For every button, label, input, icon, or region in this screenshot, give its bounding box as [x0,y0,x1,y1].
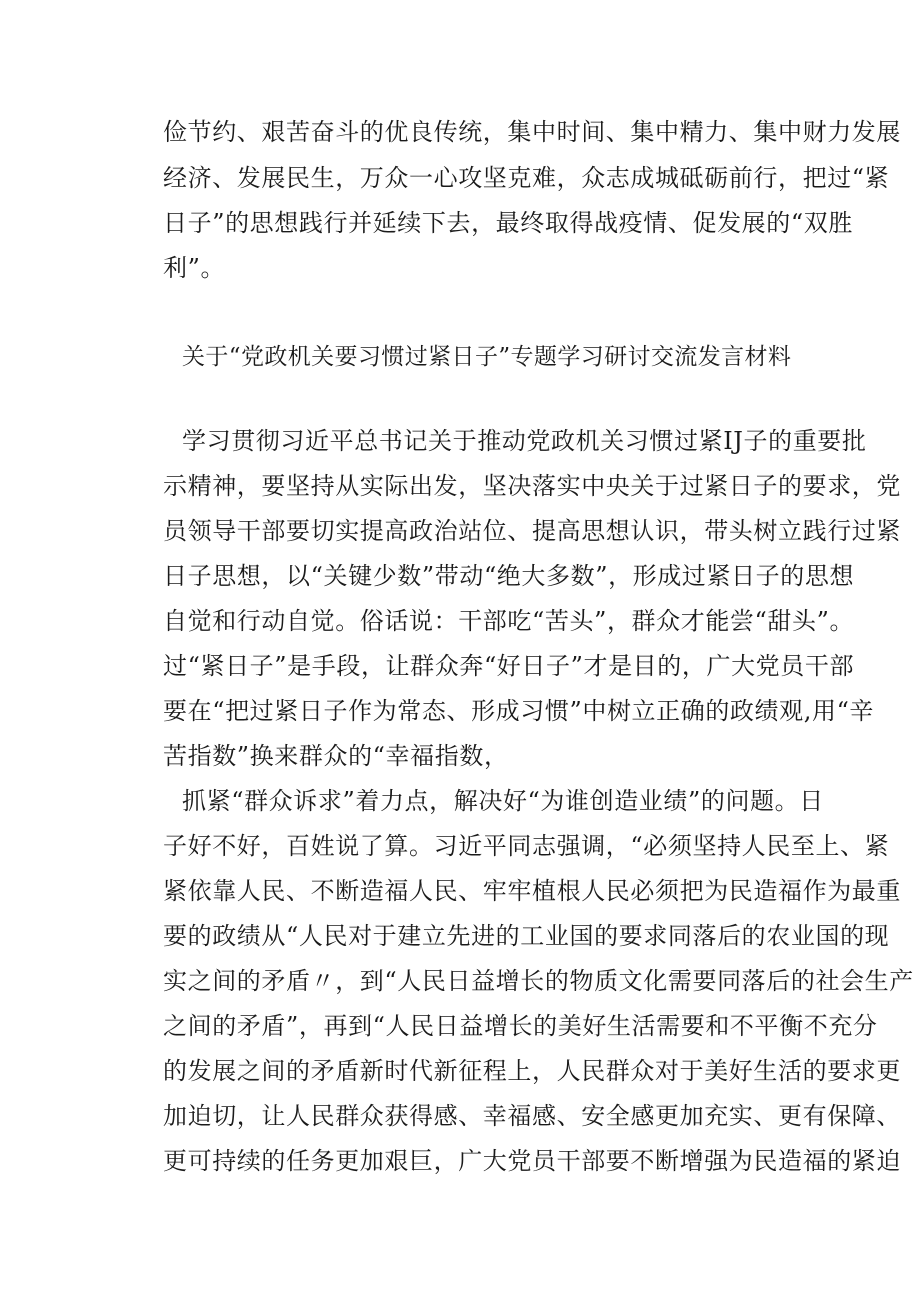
text-line: 子好不好，百姓说了算。习近平同志强调，“必须坚持人民至上、紧 [163,832,890,860]
text-line: 经济、发展民生，万众一心攻坚克难，众志成城砥砺前行，把过“紧 [163,164,890,192]
text-line: 紧依靠人民、不断造福人民、牢牢植根人民必须把为民造福作为最重 [163,877,901,905]
text-line: 之间的矛盾”，再到“人民日益增长的美好生活需要和不平衡不充分 [163,1012,878,1040]
text-line: 自觉和行动自觉。俗话说：干部吃“苦头”，群众才能尝“甜头”。 [163,607,855,635]
text-line: 的发展之间的矛盾新时代新征程上，人民群众对于美好生活的要求更 [163,1057,901,1085]
text-line: 苦指数”换来群众的“幸福指数， [163,742,509,770]
text-line: 加迫切，让人民群众获得感、幸福感、安全感更加充实、更有保障、 [163,1102,901,1130]
text-line: 要的政绩从“人民对于建立先进的工业国的要求同落后的农业国的现 [163,922,890,950]
text-line: 日子思想，以“关键少数”带动“绝大多数”，形成过紧日子的思想 [163,562,855,590]
text-line: 要在“把过紧日子作为常态、形成习惯”中树立正确的政绩观,用“辛 [163,697,875,725]
text-line: 俭节约、艰苦奋斗的优良传统，集中时间、集中精力、集中财力发展 [163,118,901,146]
text-line: 抓紧“群众诉求”着力点，解决好“为谁创造业绩”的问题。日 [182,787,824,815]
text-line: 员领导干部要切实提高政治站位、提高思想认识，带头树立践行过紧 [163,517,901,545]
text-line: 更可持续的任务更加艰巨，广大党员干部要不断增强为民造福的紧迫 [163,1147,901,1175]
text-line: 实之间的矛盾〃，到“人民日益增长的物质文化需要同落后的社会生产 [163,967,914,995]
text-line: 日子”的思想践行并延续下去，最终取得战疫情、促发展的“双胜 [163,209,853,237]
text-line: 示精神，要坚持从实际出发，坚决落实中央关于过紧日子的要求，党 [163,472,901,500]
document-title: 关于“党政机关要习惯过紧日子”专题学习研讨交流发言材料 [182,344,792,370]
text-line: 利”。 [163,254,226,282]
text-line: 过“紧日子”是手段，让群众奔“好日子”才是目的，广大党员干部 [163,652,855,680]
text-line: 学习贯彻习近平总书记关于推动党政机关习惯过紧IJ子的重要批 [182,427,867,455]
